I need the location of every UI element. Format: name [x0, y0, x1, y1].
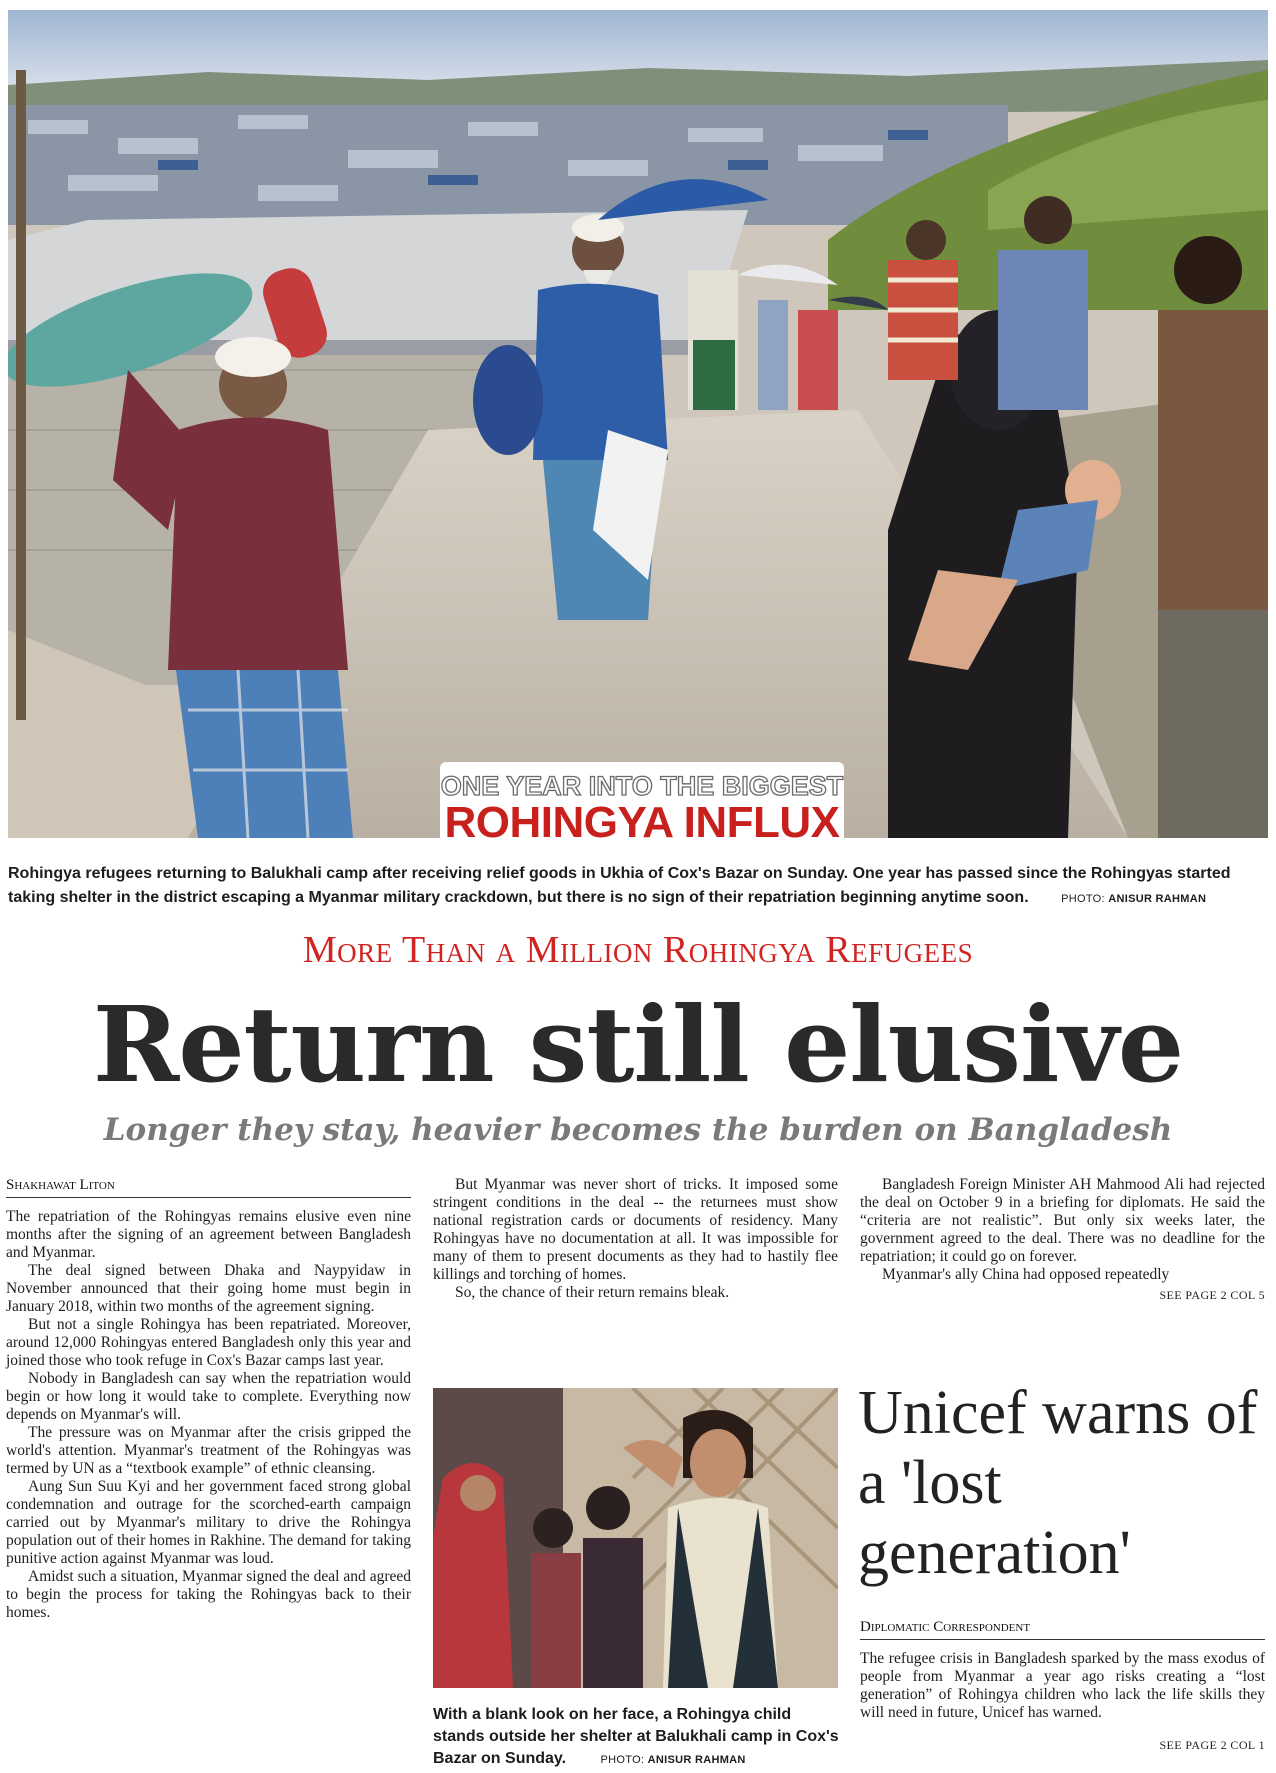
paragraph: Aung Sun Suu Kyi and her government faced strong global condemnation and outrage for the scorched-earth campaign carried out by Myanmar's military to drive the Rohingya population out of their homes in Rakhine. The demand for taking punitive action against Myanmar was loud.: [6, 1478, 411, 1567]
credit-label: PHOTO:: [1061, 893, 1105, 905]
child-photo-caption: [433, 1704, 843, 1771]
story-column-1: [6, 1176, 411, 1622]
paragraph: So, the chance of their return remains bleak.: [455, 1284, 730, 1301]
paragraph: But Myanmar was never short of tricks. It imposed some stringent conditions in the deal -- the returnees must show national registration cards or documents of residency. Many Rohingyas have no documentation at all. It was impossible for many of them to present documents as they had to hastily flee killings and torching of homes.: [433, 1176, 838, 1283]
continuation-link[interactable]: SEE PAGE 2 COL 5: [1159, 1288, 1265, 1302]
paragraph: The deal signed between Dhaka and Naypyidaw in November announced that their going home must begin in January 2018, within two months of the agreement signing.: [6, 1262, 411, 1315]
photographer-name: ANISUR RAHMAN: [647, 1754, 746, 1766]
unicef-story: [860, 1618, 1265, 1754]
story-column-3: [860, 1176, 1265, 1304]
paragraph: The repatriation of the Rohingyas remains elusive even nine months after the signing of an agreement between Bangladesh and Myanmar.: [6, 1208, 411, 1261]
paragraph: But not a single Rohingya has been repatriated. Moreover, around 12,000 Rohingyas entered Bangladesh only this year and joined those who took refuge in Cox's Bazar camps last year.: [6, 1316, 411, 1369]
top-photo-credit: [1061, 893, 1206, 905]
child-photo-credit: [601, 1754, 746, 1766]
rohingya-child-photo: [433, 1388, 838, 1688]
paragraph: Bangladesh Foreign Minister AH Mahmood Ali had rejected the deal on October 9 in a briefing for diplomats. He said the “criteria are not realistic”. But only six weeks later, the government agreed to the deal. There was no deadline for the repatriation; it could go on forever.: [860, 1176, 1265, 1265]
credit-label: PHOTO:: [600, 1754, 645, 1766]
paragraph: Nobody in Bangladesh can say when the repatriation would begin or how long it would take to complete. Everything now depends on Myanmar's will.: [6, 1370, 411, 1423]
influx-banner: [440, 762, 844, 838]
continuation-link[interactable]: SEE PAGE 2 COL 1: [1159, 1738, 1265, 1752]
child-photo-illustration: [433, 1388, 838, 1688]
byline: Shakhawat Liton: [6, 1176, 411, 1198]
kicker-headline: More Than a Million Rohingya Refugees: [302, 929, 974, 971]
story-column-2: [433, 1176, 838, 1302]
influx-banner-line2: ROHINGYA INFLUX: [444, 798, 840, 838]
paragraph: Myanmar's ally China had opposed repeatedly: [882, 1266, 1170, 1283]
subheadline: Longer they stay, heavier becomes the burden on Bangladesh: [103, 1112, 1173, 1148]
top-caption-text: Rohingya refugees returning to Balukhali camp after receiving relief goods in Ukhia of Cox's Bazar on Sunday. One year has passed since the Rohingyas started taking shelter in the district escaping a Myanmar military crackdown, but there is no sign of their repatriation beginning anytime soon.: [8, 865, 1231, 906]
paragraph: Amidst such a situation, Myanmar signed the deal and agreed to begin the process for taking the Rohingyas back to their homes.: [6, 1568, 411, 1621]
byline: Diplomatic Correspondent: [860, 1618, 1265, 1640]
influx-banner-line1: ONE YEAR INTO THE BIGGEST: [440, 771, 844, 801]
child-caption-text: With a blank look on her face, a Rohingya child stands outside her shelter at Balukhali camp in Cox's Bazar on Sunday.: [433, 1706, 839, 1767]
refugee-camp-illustration: [8, 10, 1268, 838]
photographer-name: ANISUR RAHMAN: [1108, 893, 1207, 905]
top-photo-caption: [8, 862, 1266, 911]
unicef-headline: Unicef warns of a 'lost generation': [858, 1379, 1258, 1587]
main-headline: Return still elusive: [92, 983, 1184, 1106]
paragraph: The pressure was on Myanmar after the crisis gripped the world's attention. Myanmar's treatment of the Rohingyas was termed by UN as a “textbook example” of ethnic cleansing.: [6, 1424, 411, 1477]
paragraph: The refugee crisis in Bangladesh sparked by the mass exodus of people from Myanmar a year ago risks creating a “lost generation” of Rohingya children who lack the life skills they will need in future, Unicef has warned.: [860, 1650, 1265, 1721]
refugee-camp-photo: [8, 10, 1268, 838]
